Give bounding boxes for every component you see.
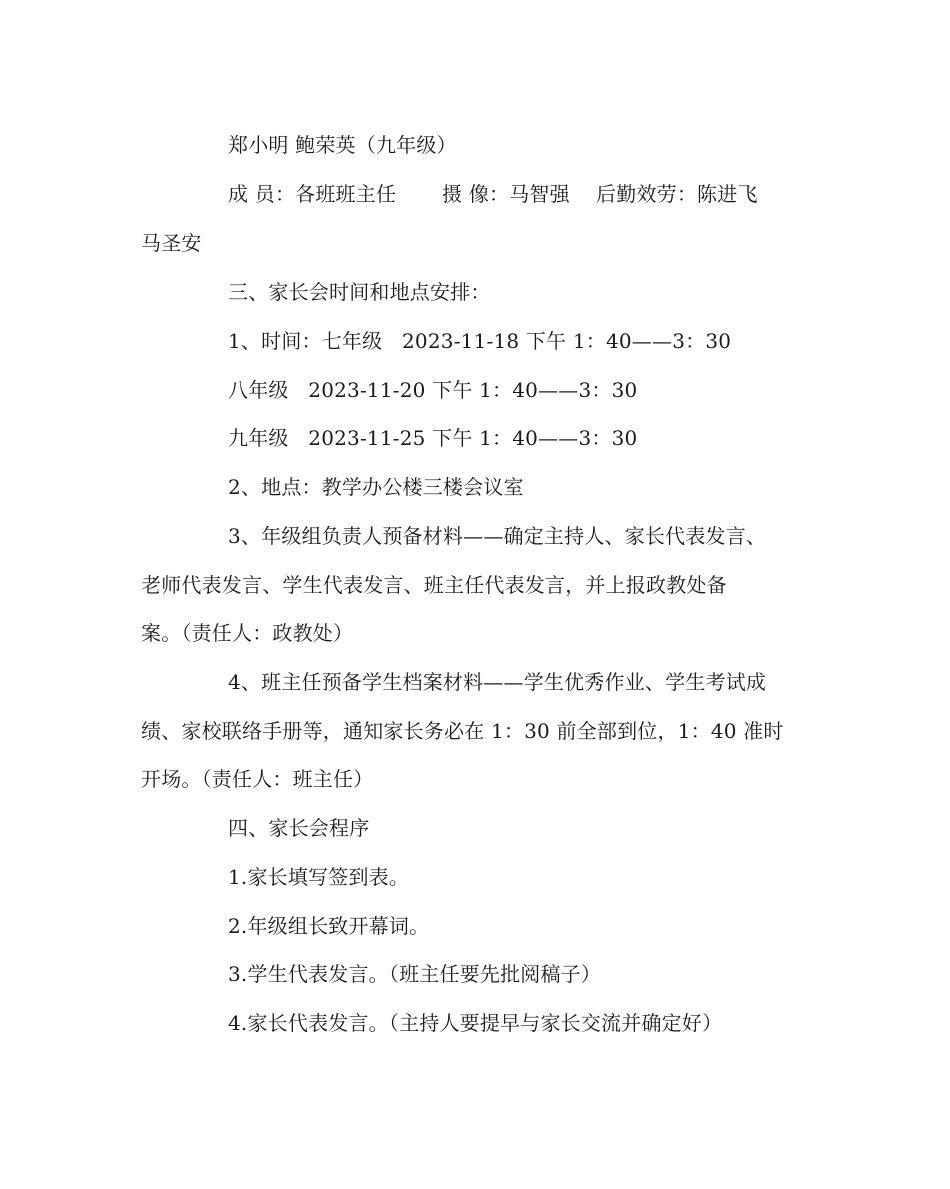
- procedure-item-4: 4.家长代表发言。（主持人要提早与家长交流并确定好）: [228, 1011, 723, 1035]
- procedure-item-1: 1.家长填写签到表。: [228, 865, 410, 889]
- procedure-item-2: 2.年级组长致开幕词。: [228, 914, 430, 938]
- text-line-time-grade8: 八年级 2023-11-20 下午 1：40——3：30: [228, 378, 638, 402]
- text-line-item4-cont: 绩、家校联络手册等，通知家长务必在 1：30 前全部到位，1：40 准时: [141, 719, 784, 743]
- text-line-location: 2、地点：教学办公楼三楼会议室: [228, 475, 524, 499]
- text-line-item4-end: 开场。（责任人：班主任）: [141, 767, 374, 791]
- text-line-time-grade9: 九年级 2023-11-25 下午 1：40——3：30: [228, 426, 638, 450]
- text-line-members-cont: 马圣安: [141, 231, 202, 255]
- text-line-members-staff: 成 员：各班班主任 摄 像：马智强 后勤效劳：陈进飞: [228, 182, 758, 206]
- text-line-item3-start: 3、年级组负责人预备材料——确定主持人、家长代表发言、: [228, 524, 767, 548]
- procedure-item-3: 3.学生代表发言。（班主任要先批阅稿子）: [228, 962, 602, 986]
- section-heading-time-place: 三、家长会时间和地点安排：: [228, 280, 491, 304]
- text-line-item3-end: 案。（责任人：政教处）: [141, 621, 354, 645]
- section-heading-procedure: 四、家长会程序: [228, 816, 370, 840]
- text-line-item3-cont: 老师代表发言、学生代表发言、班主任代表发言，并上报政教处备: [141, 573, 727, 597]
- text-line-time-grade7: 1、时间：七年级 2023-11-18 下午 1：40——3：30: [228, 329, 732, 353]
- text-line-members-grade9: 郑小明 鲍荣英（九年级）: [228, 133, 457, 157]
- text-line-item4-start: 4、班主任预备学生档案材料——学生优秀作业、学生考试成: [228, 670, 767, 694]
